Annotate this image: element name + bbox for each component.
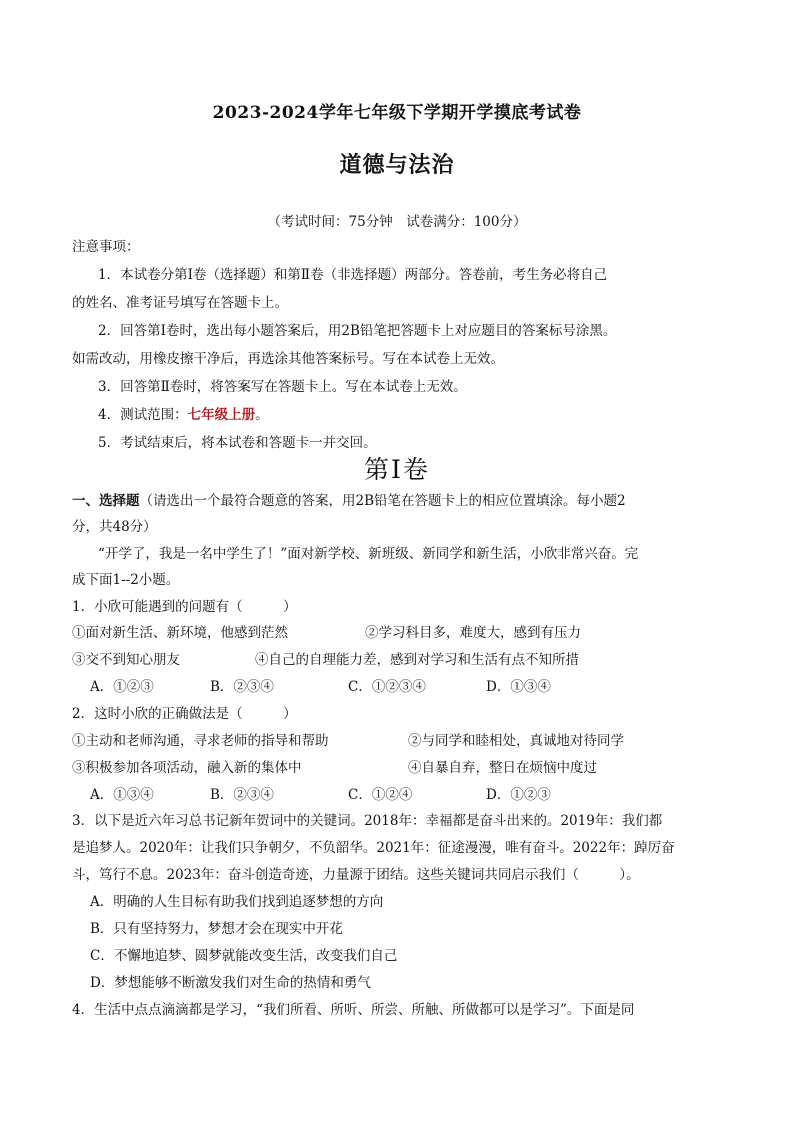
q2-option-b: B．②③④	[210, 787, 274, 803]
q3-option-c: C．不懈地追梦、圆梦就能改变生活，改变我们自己	[90, 948, 398, 964]
q2-statement-1: ①主动和老师沟通，寻求老师的指导和帮助	[72, 733, 329, 749]
q2-statement-4: ④自暴自弃，整日在烦恼中度过	[408, 760, 597, 776]
q1-option-b: B．②③④	[210, 679, 274, 695]
notice-item-2-line-1: 2．回答第Ⅰ卷时，选出每小题答案后，用2B铅笔把答题卡上对应题目的答案标号涂黑。	[98, 323, 617, 339]
exam-info: （考试时间：75分钟 试卷满分：100分）	[267, 214, 527, 230]
q2-option-d: D．①②③	[486, 787, 551, 803]
q1-option-c: C．①②③④	[348, 679, 426, 695]
q1-statement-3: ③交不到知心朋友	[72, 652, 180, 668]
passage-line-1: “开学了，我是一名中学生了！”面对新学校、新班级、新同学和新生活，小欣非常兴奋。完	[98, 546, 639, 562]
notice-item-4-prefix: 4．测试范围：	[98, 407, 188, 423]
exam-title: 2023-2024学年七年级下学期开学摸底考试卷	[212, 103, 582, 123]
volume-title: 第Ⅰ卷	[364, 455, 430, 484]
notice-heading: 注意事项：	[72, 239, 140, 255]
q2-statement-3: ③积极参加各项活动，融入新的集体中	[72, 760, 302, 776]
notice-item-2-line-2: 如需改动，用橡皮擦干净后，再选涂其他答案标号。写在本试卷上无效。	[72, 351, 504, 367]
q2-option-a: A．①③④	[90, 787, 154, 803]
q4-stem-line-1: 4．生活中点点滴滴都是学习，“我们所看、所听、所尝、所触、所做都可以是学习”。下面是同	[72, 1002, 635, 1018]
q2-option-c: C．①②④	[348, 787, 413, 803]
section-heading-rest: （请选出一个最符合题意的答案，用2B铅笔在答题卡上的相应位置填涂。每小题2	[139, 493, 626, 509]
section-heading	[72, 492, 626, 510]
notice-item-1-line-1: 1．本试卷分第Ⅰ卷（选择题）和第Ⅱ卷（非选择题）两部分。答卷前，考生务必将自己	[98, 267, 608, 283]
q3-stem-line-2: 是追梦人。2020年：让我们只争朝夕，不负韶华。2021年：征途漫漫，唯有奋斗。2022年：踔厉奋	[72, 840, 675, 856]
q2-stem: 2．这时小欣的正确做法是（ ）	[72, 706, 297, 722]
q1-stem: 1．小欣可能遇到的问题有（ ）	[72, 599, 297, 615]
passage-line-2: 成下面1--2小题。	[72, 572, 180, 588]
section-heading-line-2: 分，共48分）	[72, 519, 157, 535]
notice-item-1-line-2: 的姓名、准考证号填写在答题卡上。	[72, 295, 288, 311]
q1-statement-1: ①面对新生活、新环境，他感到茫然	[72, 625, 288, 641]
notice-item-4-suffix: 。	[255, 407, 269, 423]
test-scope-highlight: 七年级上册	[187, 407, 256, 423]
q1-statement-4: ④自己的自理能力差，感到对学习和生活有点不知所措	[255, 652, 579, 668]
q2-statement-2: ②与同学和睦相处，真诚地对待同学	[408, 733, 624, 749]
q3-stem-line-3: 斗，笃行不息。2023年：奋斗创造奇迹，力量源于团结。这些关键词共同启示我们（ ）。	[72, 867, 640, 883]
q1-statement-2: ②学习科目多，难度大，感到有压力	[365, 625, 581, 641]
q1-option-a: A．①②③	[90, 679, 154, 695]
q3-option-d: D．梦想能够不断激发我们对生命的热情和勇气	[90, 975, 371, 991]
subject-title: 道德与法治	[339, 152, 455, 178]
q1-option-d: D．①③④	[486, 679, 551, 695]
notice-item-4	[98, 406, 269, 424]
q3-stem-line-1: 3．以下是近六年习总书记新年贺词中的关键词。2018年：幸福都是奋斗出来的。2019年：我们都	[72, 813, 663, 829]
notice-item-3: 3．回答第Ⅱ卷时，将答案写在答题卡上。写在本试卷上无效。	[98, 379, 467, 395]
q3-option-b: B．只有坚持努力，梦想才会在现实中开花	[90, 921, 343, 937]
notice-item-5: 5．考试结束后，将本试卷和答题卡一并交回。	[98, 435, 377, 451]
section-heading-bold: 一、选择题	[72, 493, 140, 509]
q3-option-a: A．明确的人生目标有助我们找到追逐梦想的方向	[90, 894, 384, 910]
